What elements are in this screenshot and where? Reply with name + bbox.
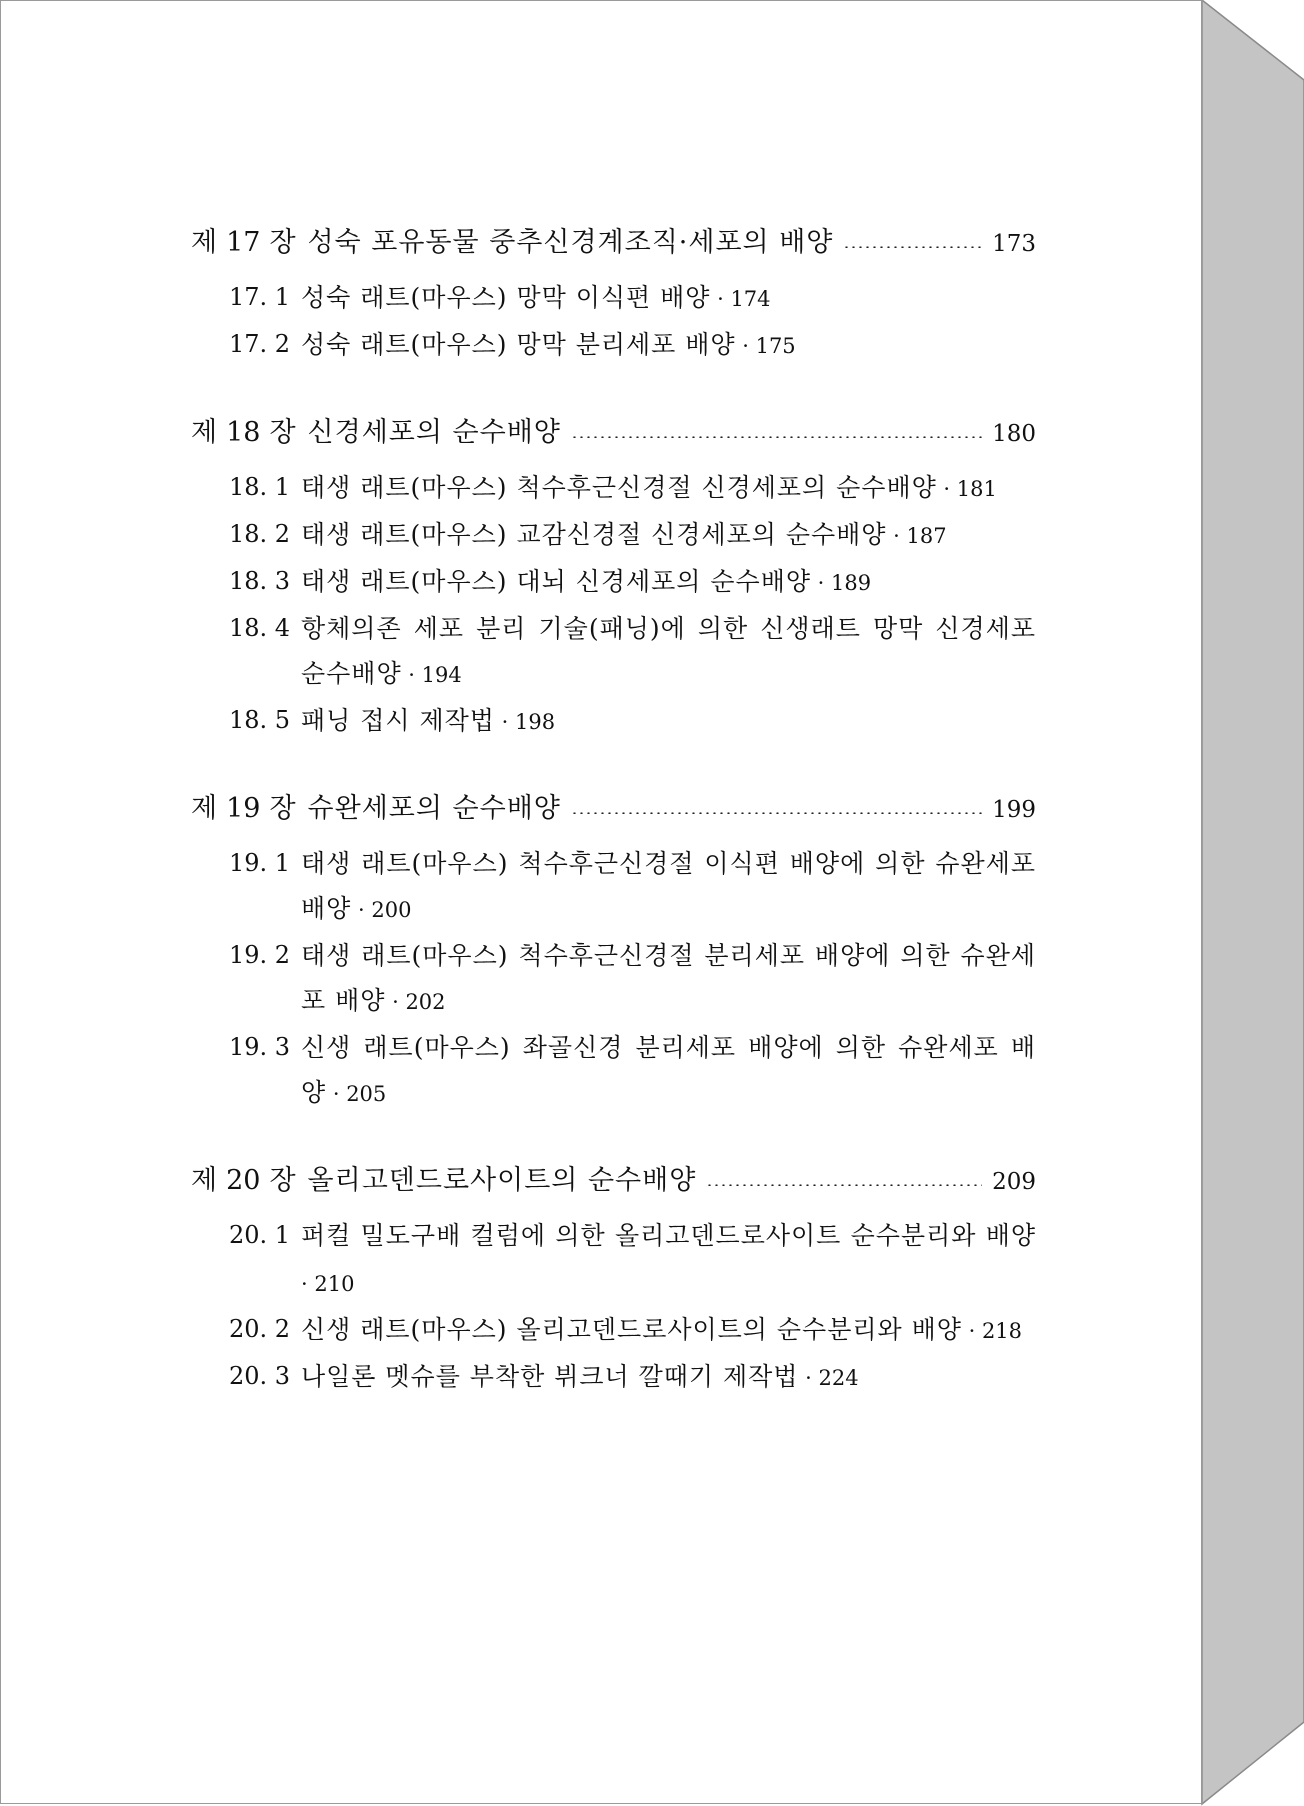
section-number: 19. 3 <box>229 1033 291 1061</box>
section-title: 태생 래트(마우스) 척수후근신경절 이식편 배양에 의한 슈완세포 배양 <box>301 849 1036 923</box>
chapter-number: 20 <box>226 1165 261 1196</box>
page-separator: · <box>936 477 957 501</box>
section-title: 태생 래트(마우스) 대뇌 신경세포의 순수배양 <box>301 567 811 596</box>
chapter-prefix: 제 <box>191 793 218 824</box>
section-page-number: 174 <box>730 287 771 311</box>
section-page-number: 218 <box>981 1319 1023 1343</box>
section-title: 나일론 멧슈를 부착한 뷔크너 깔때기 제작법 <box>301 1362 799 1391</box>
page-separator: · <box>301 1272 315 1296</box>
section-title: 성숙 래트(마우스) 망막 분리세포 배양 <box>301 330 736 359</box>
section-page-number: 175 <box>755 334 796 358</box>
section-number: 20. 2 <box>229 1315 291 1343</box>
section-page-number: 189 <box>831 571 872 595</box>
section-number: 18. 5 <box>229 706 291 734</box>
chapter-suffix: 장 <box>269 417 296 448</box>
section-number: 17. 1 <box>229 283 291 311</box>
section-number: 18. 2 <box>229 520 291 548</box>
section-title: 태생 래트(마우스) 척수후근신경절 신경세포의 순수배양 <box>301 473 937 502</box>
page-separator: · <box>710 287 731 311</box>
chapter-title: 슈완세포의 순수배양 <box>307 793 561 824</box>
section-number: 18. 4 <box>229 614 291 642</box>
page-separator: · <box>798 1366 819 1390</box>
spine-face <box>1202 0 1304 1804</box>
chapter-page-number: 180 <box>992 421 1036 447</box>
section-page-number: 205 <box>346 1082 387 1106</box>
section-page-number: 200 <box>371 898 412 922</box>
section-page-number: 187 <box>906 524 947 548</box>
section-page-number: 198 <box>514 710 556 734</box>
section-number: 17. 2 <box>229 330 291 358</box>
page-separator: · <box>735 334 756 358</box>
chapter-page-number: 209 <box>992 1169 1036 1195</box>
chapter-page-number: 199 <box>992 797 1036 823</box>
section-page-number: 210 <box>314 1272 355 1296</box>
section-number: 18. 1 <box>229 473 291 501</box>
page-separator: · <box>886 524 907 548</box>
page-separator: · <box>494 710 515 734</box>
section-number: 18. 3 <box>229 567 291 595</box>
page-separator: · <box>326 1082 347 1106</box>
chapter-suffix: 장 <box>269 227 296 258</box>
section-page-number: 224 <box>818 1366 859 1390</box>
section-title: 항체의존 세포 분리 기술(패닝)에 의한 신생래트 망막 신경세포 순수배양 <box>301 614 1036 688</box>
chapter-prefix: 제 <box>191 417 218 448</box>
section-title: 신생 래트(마우스) 좌골신경 분리세포 배양에 의한 슈완세포 배양 <box>301 1033 1036 1107</box>
section-title: 패닝 접시 제작법 <box>301 706 495 735</box>
section-title: 태생 래트(마우스) 척수후근신경절 분리세포 배양에 의한 슈완세포 배양 <box>301 941 1036 1015</box>
section-page-number: 194 <box>421 663 462 687</box>
section-number: 20. 3 <box>229 1362 291 1390</box>
chapter-suffix: 장 <box>269 1165 296 1196</box>
chapter-page-number: 173 <box>992 231 1036 257</box>
section-title: 퍼컬 밀도구배 컬럼에 의한 올리고덴드로사이트 순수분리와 배양 <box>301 1221 1036 1250</box>
chapter-prefix: 제 <box>191 227 218 258</box>
section-title: 성숙 래트(마우스) 망막 이식편 배양 <box>301 283 711 312</box>
section-number: 19. 2 <box>229 941 291 969</box>
page-separator: · <box>385 990 406 1014</box>
section-page-number: 181 <box>956 477 997 501</box>
chapter-title: 올리고덴드로사이트의 순수배양 <box>307 1165 697 1196</box>
page-separator: · <box>351 898 372 922</box>
chapter-suffix: 장 <box>269 793 296 824</box>
page-separator: · <box>811 571 832 595</box>
page-separator: · <box>961 1319 982 1343</box>
chapter-title: 성숙 포유동물 중추신경계조직·세포의 배양 <box>307 227 834 258</box>
section-number: 19. 1 <box>229 849 291 877</box>
chapter-number: 18 <box>226 417 261 448</box>
section-page-number: 202 <box>405 990 446 1014</box>
chapter-number: 19 <box>226 793 261 824</box>
section-title: 신생 래트(마우스) 올리고덴드로사이트의 순수분리와 배양 <box>301 1315 962 1344</box>
chapter-number: 17 <box>226 227 261 258</box>
chapter-prefix: 제 <box>191 1165 218 1196</box>
chapter-title: 신경세포의 순수배양 <box>307 417 561 448</box>
section-title: 태생 래트(마우스) 교감신경절 신경세포의 순수배양 <box>301 520 887 549</box>
section-number: 20. 1 <box>229 1221 291 1249</box>
page-separator: · <box>401 663 422 687</box>
